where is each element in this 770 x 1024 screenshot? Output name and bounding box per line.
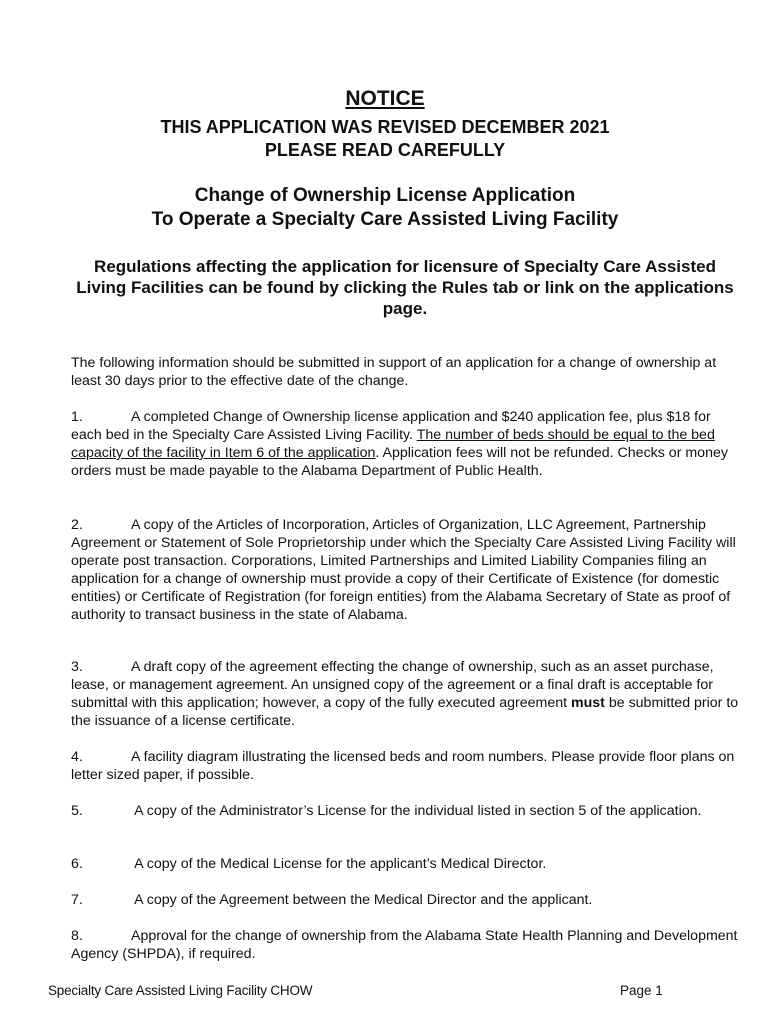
item-text: A copy of the Articles of Incorporation, Articles of Organization, LLC Agreement, Partnership Agreement or Statement of Sole Proprietorship under which the Specialty Care Assisted Living Facility will operate post transaction. Corporations, Limited Partnerships and Limited Liability Companies filing an application for a change of ownership must provide a copy of their Certificate of Existence (for domestic entities) or Certificate of Registration (for foreign entities) from the Alabama Secretary of State as proof of authority to transact business in the state of Alabama. — [71, 517, 736, 623]
list-item — [71, 658, 739, 730]
title-line-1: Change of Ownership License Application — [194, 185, 576, 206]
item-number: 2. — [71, 517, 83, 533]
list-item — [71, 891, 739, 909]
regulations-note: Regulations affecting the application for licensure of Specialty Care Assisted Living Facilities can be found by clicking the Rules tab or link on the applications page. — [76, 257, 734, 318]
item-number: 4. — [71, 749, 83, 765]
item-number: 3. — [71, 659, 83, 675]
item-number: 7. — [71, 892, 83, 908]
application-title — [0, 184, 770, 232]
revision-notice — [0, 116, 770, 162]
footer-title: Specialty Care Assisted Living Facility CHOW — [48, 983, 313, 998]
revised-line: THIS APPLICATION WAS REVISED DECEMBER 2021 — [160, 117, 610, 137]
title-line-2: To Operate a Specialty Care Assisted Living Facility — [151, 209, 619, 230]
item-underlined-text: The number of beds should be equal to the bed capacity of the facility in Item 6 of the application — [71, 427, 715, 461]
item-text: A copy of the Administrator’s License for the individual listed in section 5 of the application. — [131, 803, 702, 819]
item-text: A completed Change of Ownership license application and $240 application fee, plus $18 for each bed in the Specialty Care Assisted Living Facility. — [71, 409, 711, 443]
intro-paragraph: The following information should be submitted in support of an application for a change of ownership at least 30 days prior to the effective date of the change. — [71, 355, 717, 389]
item-text: A copy of the Agreement between the Medical Director and the applicant. — [131, 892, 593, 908]
list-item — [71, 748, 739, 784]
list-item — [71, 516, 739, 624]
read-carefully-line: PLEASE READ CAREFULLY — [264, 140, 506, 160]
list-item — [71, 927, 739, 963]
item-text-tail: . Application fees will not be refunded. Checks or money orders must be made payable to the Alabama Department of Public Health. — [71, 445, 728, 479]
notice-heading: NOTICE — [345, 87, 425, 110]
item-number: 1. — [71, 409, 83, 425]
item-text: Approval for the change of ownership from the Alabama State Health Planning and Development Agency (SHPDA), if required. — [71, 928, 738, 962]
item-text-tail: be submitted prior to the issuance of a license certificate. — [71, 695, 739, 729]
item-number: 5. — [71, 803, 83, 819]
list-item — [71, 855, 739, 873]
item-bold-text: must — [571, 695, 605, 711]
page-number: Page 1 — [620, 983, 663, 998]
list-item — [71, 408, 739, 480]
item-number: 8. — [71, 928, 83, 944]
list-item — [71, 802, 739, 820]
item-number: 6. — [71, 856, 83, 872]
item-text: A draft copy of the agreement effecting the change of ownership, such as an asset purchase, lease, or management agreement. An unsigned copy of the agreement or a final draft is acceptable for submittal with this application; however, a copy of the fully executed agreement — [71, 659, 714, 711]
item-text: A copy of the Medical License for the applicant’s Medical Director. — [131, 856, 547, 872]
item-text: A facility diagram illustrating the licensed beds and room numbers. Please provide floor plans on letter sized paper, if possible. — [71, 749, 735, 783]
